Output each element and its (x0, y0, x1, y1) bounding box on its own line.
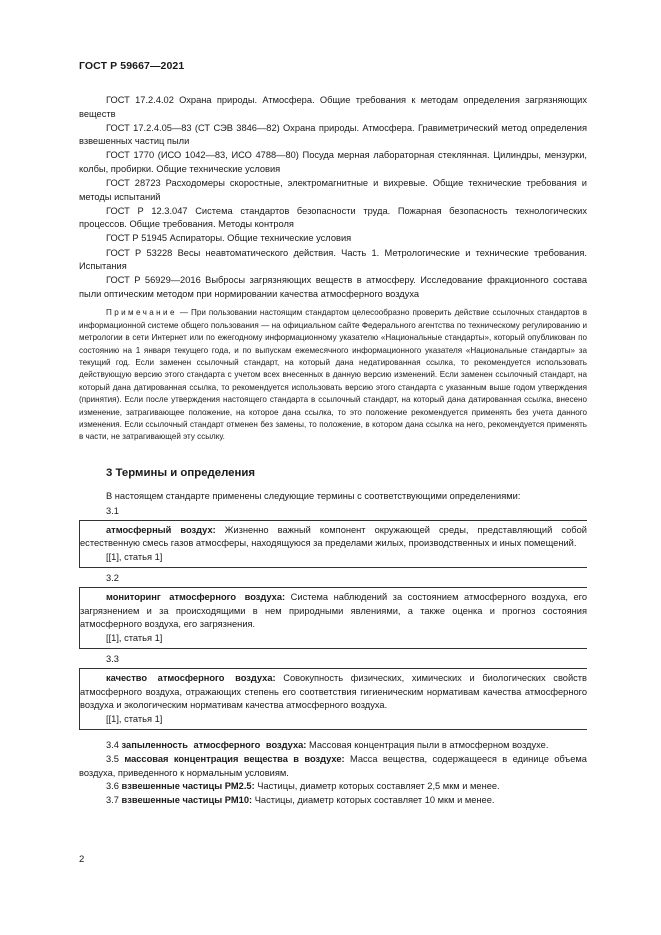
reference-item: ГОСТ Р 51945 Аспираторы. Общие технические условия (106, 233, 352, 244)
term-definition: Частицы, диаметр которых составляет 2,5 мкм и менее. (257, 781, 500, 792)
term-number: 3.7 (106, 794, 119, 805)
term-name: качество атмосферного воздуха: (106, 673, 276, 683)
term-name: взвешенные частицы PM2.5: (121, 781, 255, 792)
reference-item: ГОСТ Р 53228 Весы неавтоматического действия. Часть 1. Метрологические и технические требования. Испытания (79, 247, 587, 272)
term-paragraph (79, 753, 587, 780)
term-paragraph (80, 672, 587, 713)
term-name: атмосферный воздух: (106, 524, 216, 535)
term-box (79, 668, 587, 730)
page-header: ГОСТ Р 59667—2021 (79, 60, 185, 72)
term-paragraph (79, 739, 587, 753)
term-definition: Массовая концентрация пыли в атмосферном воздухе. (309, 740, 549, 751)
note-label: Примечание (106, 308, 177, 318)
note-text: — При пользовании настоящим стандартом целесообразно проверить действие ссылочных стандартов в информационной системе общего пользования — на официальном сайте Федерального агентства по техническому регулированию и метрологии в сети Интернет или по ежегодному информационному указателю «Национальные стандарты», который опубликован по состоянию на 1 января текущего года, и по выпускам ежемесячного информационного указателя «Национальные стандарты» за текущий год. Если заменен ссылочный стандарт, на который дана недатированная ссылка, то рекомендуется использовать действующую версию этого стандарта с учетом всех внесенных в данную версию изменений. Если заменен ссылочный стандарт, на который дана датированная ссылка, то рекомендуется использовать версию этого стандарта с указанным выше годом утверждения (принятия). Если после утверждения настоящего стандарта в ссылочный стандарт, на который дана датированная ссылка, внесено изменение, затрагивающее положение, на которое дана ссылка, то это положение рекомендуется применять без учета данного изменения. Если ссылочный стандарт отменен без замены, то положение, в котором дана ссылка на него, рекомендуется применять в части, не затрагивающей эту ссылку. (79, 308, 588, 442)
term-paragraph (80, 591, 587, 632)
term-definition: Масса вещества, содержащееся в единице объема воздуха, приведенного к нормальным условиям. (79, 753, 587, 778)
reference-item: ГОСТ Р 12.3.047 Система стандартов безопасности труда. Пожарная безопасность технологических процессов. Общие требования. Методы контроля (79, 205, 587, 230)
document-body (79, 94, 587, 807)
term-box (79, 587, 587, 649)
term-number: 3.6 (106, 781, 119, 792)
reference-item: ГОСТ 17.2.4.02 Охрана природы. Атмосфера. Общие требования к методам определения загрязняющих веществ (79, 95, 587, 119)
reference-item: ГОСТ 1770 (ИСО 1042—83, ИСО 4788—80) Посуда мерная лабораторная стеклянная. Цилиндры, мензурки, колбы, пробирки. Общие технические условия (79, 150, 587, 174)
term-name: мониторинг атмосферного воздуха: (106, 592, 286, 603)
term-number: 3.2 (106, 573, 119, 584)
term-source: [[1], статья 1] (106, 632, 163, 643)
reference-item: ГОСТ 28723 Расходомеры скоростные, электромагнитные и вихревые. Общие технические требования и методы испытаний (79, 178, 587, 202)
term-source: [[1], статья 1] (106, 551, 163, 562)
term-number: 3.5 (106, 753, 119, 764)
term-paragraph (80, 524, 587, 551)
note (79, 307, 587, 443)
term-paragraph (79, 780, 587, 794)
term-source: [[1], статья 1] (106, 713, 163, 724)
page-number: 2 (79, 854, 85, 865)
term-definition: Жизненно важный компонент окружающей среды, представляющий собой естественную смесь газов атмосферы, находящуюся за пределами жилых, производственных и иных помещений. (80, 524, 587, 549)
term-name: запыленность атмосферного воздуха: (121, 740, 307, 751)
term-definition: Совокупность физических, химических и биологических свойств атмосферного воздуха, отражающих степень его соответствия гигиеническим нормативам качества атмосферного воздуха и экологическим нормативам качества атмосферного воздуха. (80, 673, 587, 711)
term-box (79, 520, 587, 569)
term-paragraph (79, 794, 587, 808)
section-title: 3 Термины и определения (106, 466, 256, 479)
term-definition: Частицы, диаметр которых составляет 10 мкм и менее. (254, 794, 495, 805)
term-name: взвешенные частицы PM10: (121, 794, 253, 805)
reference-item: ГОСТ Р 56929—2016 Выбросы загрязняющих веществ в атмосферу. Исследование фракционного состава пыли оптическим методом при нормировании качества атмосферного воздуха (79, 275, 587, 299)
term-name: массовая концентрация вещества в воздухе: (124, 753, 345, 764)
term-definition: Система наблюдений за состоянием атмосферного воздуха, его загрязнением и за происходящими в нем природными явлениями, а также оценка и прогноз состояния атмосферного воздуха, его загрязнения. (80, 592, 588, 630)
reference-item: ГОСТ 17.2.4.05—83 (СТ СЭВ 3846—82) Охрана природы. Атмосфера. Гравиметрический метод определения взвешенных частиц пыли (79, 122, 587, 147)
term-number: 3.1 (106, 506, 119, 517)
term-number: 3.4 (106, 740, 119, 751)
term-number: 3.3 (106, 654, 119, 665)
section-intro: В настоящем стандарте применены следующие термины с соответствующими определениями: (106, 491, 521, 502)
